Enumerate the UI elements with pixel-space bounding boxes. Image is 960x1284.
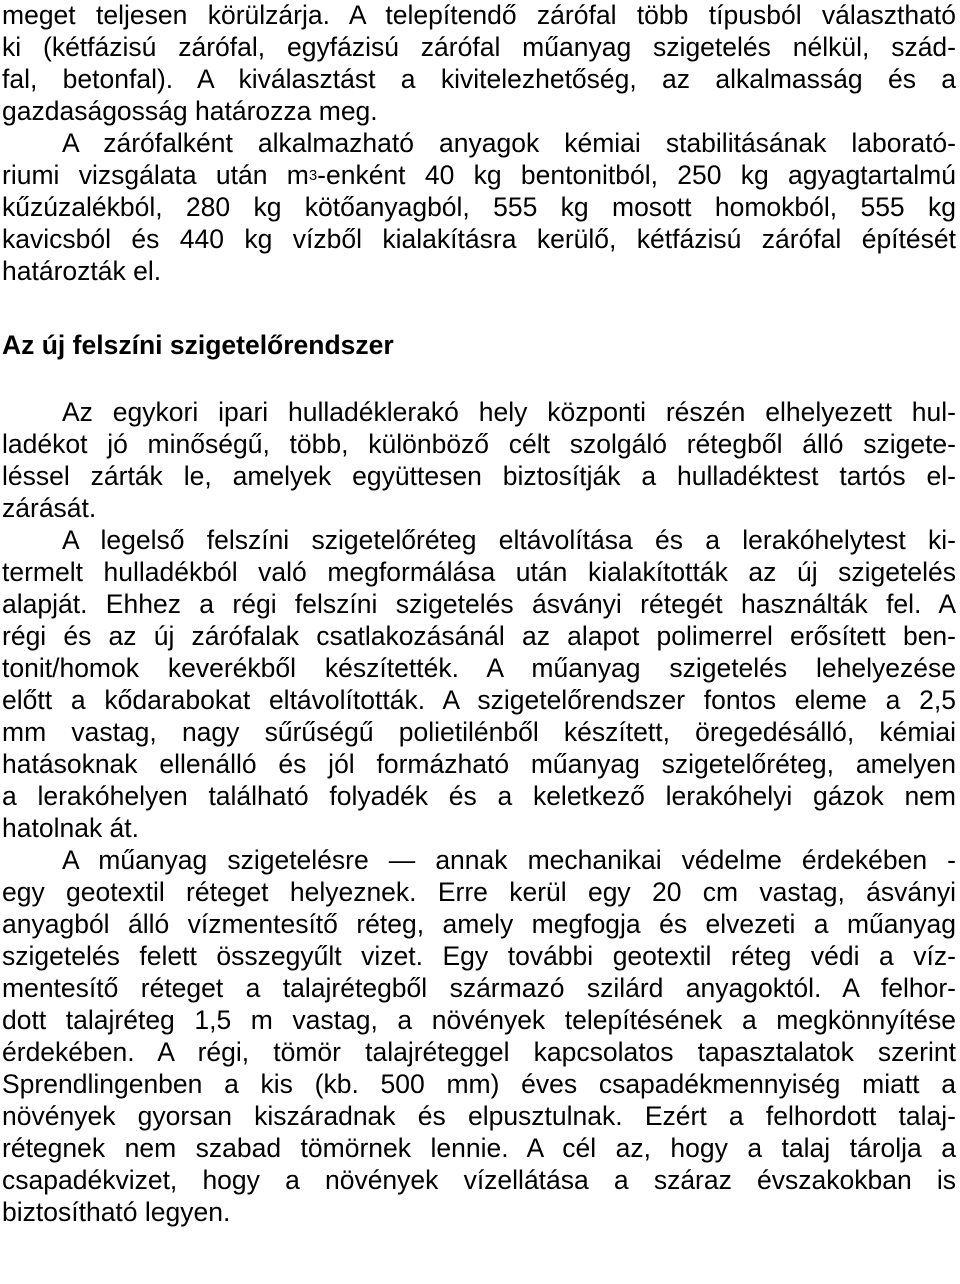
text-line: mm vastag, nagy sűrűségű polietilénből készített, öregedésálló, kémiai <box>2 717 956 747</box>
text-line: léssel zárták le, amelyek együttesen biztosítják a hulladéktest tartós el- <box>2 461 956 491</box>
text-line: A műanyag szigetelésre — annak mechanikai védelme érdekében - <box>62 845 956 875</box>
text-line: határozták el. <box>2 256 162 286</box>
text-line: régi és az új zárófalak csatlakozásánál az alapot polimerrel erősített ben- <box>2 621 956 651</box>
text-line: fal, betonfal). A kiválasztást a kivitelezhetőség, az alkalmasság és a <box>2 64 956 94</box>
text-line: ladékot jó minőségű, több, különböző célt szolgáló rétegből álló szigete- <box>2 429 956 459</box>
text-line: termelt hulladékból való megformálása után kialakították az új szigetelés <box>2 557 956 587</box>
text-span: riumi vizsgálata után m <box>2 160 309 190</box>
text-line: kavicsból és 440 kg vízből kialakításra kerülő, kétfázisú zárófal építését <box>2 224 956 254</box>
text-line: szigetelés felett összegyűlt vizet. Egy további geotextil réteg védi a víz- <box>2 941 956 971</box>
text-line: hatásoknak ellenálló és jól formázható műanyag szigetelőréteg, amelyen <box>2 749 956 779</box>
text-span: -enként 40 kg bentonitból, 250 kg agyagtartalmú <box>317 160 956 190</box>
text-line: Az egykori ipari hulladéklerakó hely központi részén elhelyezett hul- <box>62 397 956 427</box>
text-line: növények gyorsan kiszáradnak és elpusztulnak. Ezért a felhordott talaj- <box>2 1101 956 1131</box>
text-line: A zárófalként alkalmazható anyagok kémiai stabilitásának laborató- <box>62 128 956 158</box>
text-line: anyagból álló vízmentesítő réteg, amely megfogja és elvezeti a műanyag <box>2 909 956 939</box>
text-line: hatolnak át. <box>2 813 140 843</box>
text-line: Sprendlingenben a kis (kb. 500 mm) éves csapadékmennyiség miatt a <box>2 1069 956 1099</box>
section-heading: Az új felszíni szigetelőrendszer <box>2 330 394 360</box>
text-line: előtt a kődarabokat eltávolították. A szigetelőrendszer fontos eleme a 2,5 <box>2 685 956 715</box>
text-line: egy geotextil réteget helyeznek. Erre kerül egy 20 cm vastag, ásványi <box>2 877 956 907</box>
text-line: mentesítő réteget a talajrétegből származó szilárd anyagoktól. A felhor- <box>2 973 956 1003</box>
superscript-exponent: 3 <box>308 167 318 184</box>
text-line: zárását. <box>2 493 97 523</box>
text-line: a lerakóhelyen található folyadék és a keletkező lerakóhelyi gázok nem <box>2 781 956 811</box>
text-line: tonit/homok keverékből készítették. A műanyag szigetelés lehelyezése <box>2 653 956 683</box>
text-line: ki (kétfázisú zárófal, egyfázisú zárófal műanyag szigetelés nélkül, szád- <box>2 32 956 62</box>
text-line: dott talajréteg 1,5 m vastag, a növények telepítésének a megkönnyítése <box>2 1005 956 1035</box>
text-line: kűzúzalékból, 280 kg kötőanyagból, 555 kg mosott homokból, 555 kg <box>2 192 956 222</box>
text-line: rétegnek nem szabad tömörnek lennie. A cél az, hogy a talaj tárolja a <box>2 1133 956 1163</box>
text-line: A legelső felszíni szigetelőréteg eltávolítása és a lerakóhelytest ki- <box>62 525 956 555</box>
text-line-with-superscript <box>2 162 956 189</box>
text-line: meget teljesen körülzárja. A telepítendő zárófal több típusból választható <box>2 0 956 30</box>
text-line: alapját. Ehhez a régi felszíni szigetelés ásványi rétegét használták fel. A <box>2 589 956 619</box>
text-line: csapadékvizet, hogy a növények vízellátása a száraz évszakokban is <box>2 1165 956 1195</box>
text-line: érdekében. A régi, tömör talajréteggel kapcsolatos tapasztalatok szerint <box>2 1037 956 1067</box>
text-line: gazdaságosság határozza meg. <box>2 96 378 126</box>
text-line: biztosítható legyen. <box>2 1197 231 1227</box>
